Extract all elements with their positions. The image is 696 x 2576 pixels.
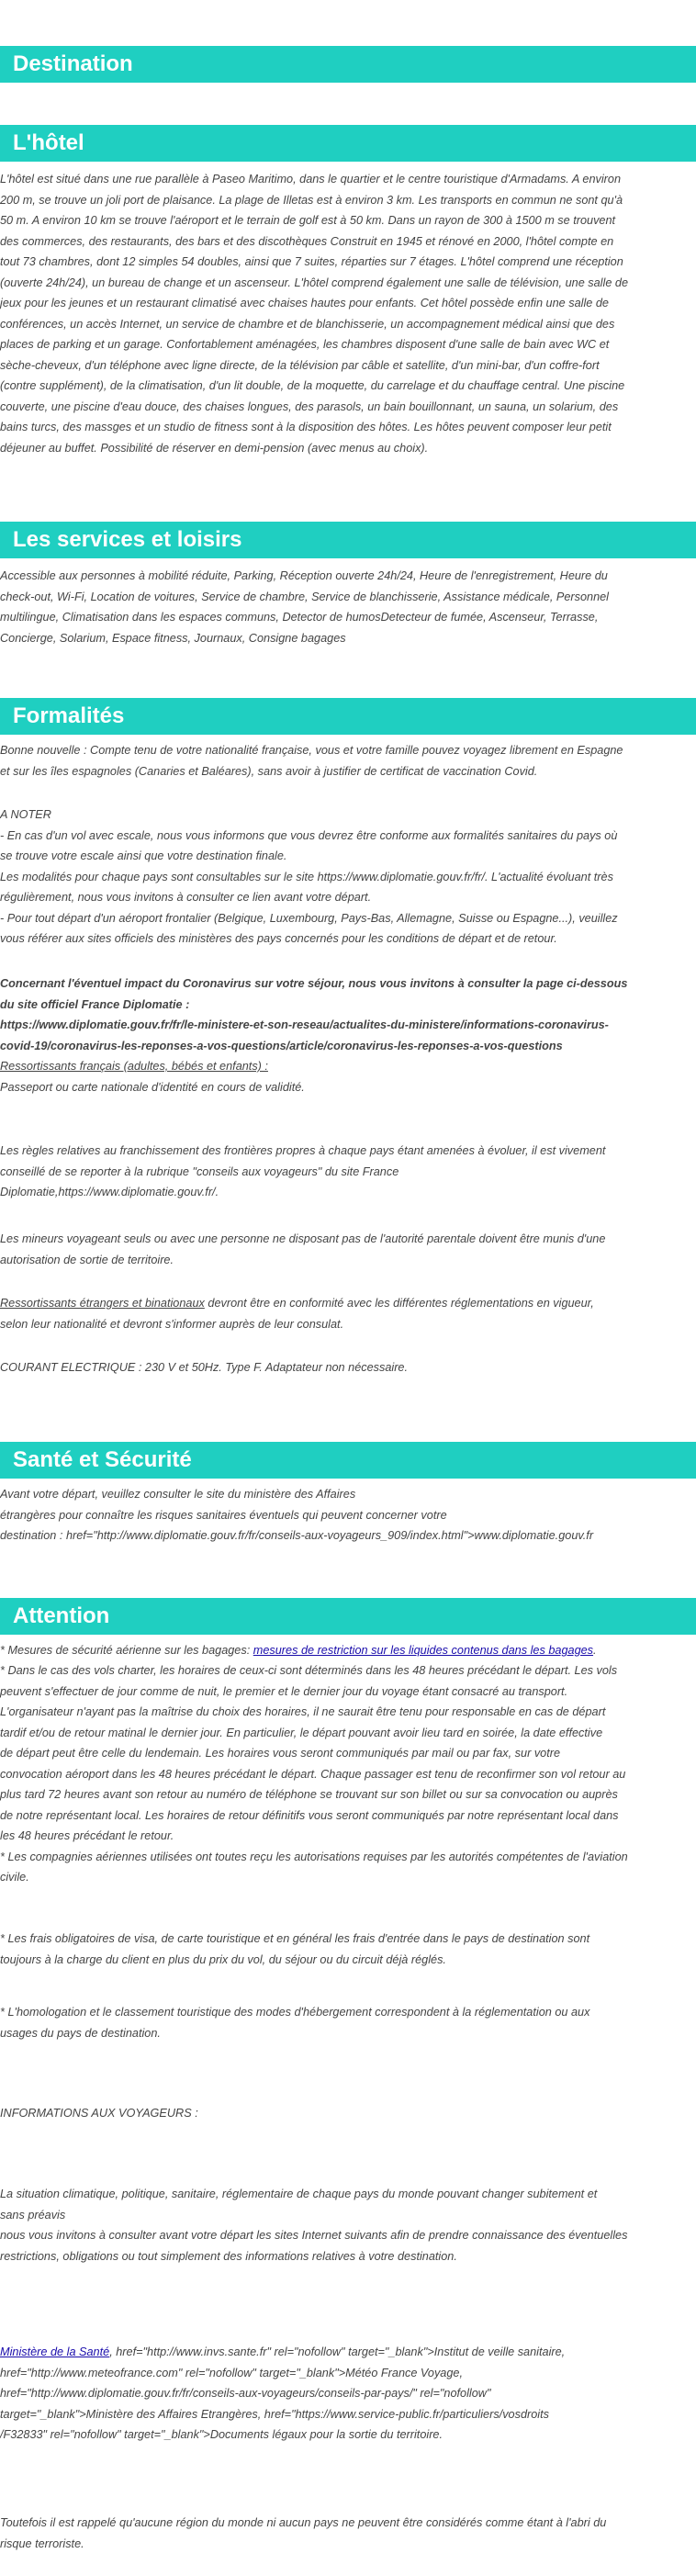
ressortissants-francais: Ressortissants français (adultes, bébés et enfants) : Passeport ou carte nationale d'identité en cours de validité. [0, 1056, 696, 1097]
formalites-intro: Bonne nouvelle : Compte tenu de votre nationalité française, vous et votre famille pouvez voyagez librement en Espagne et sur les îles espagnoles (Canaries et Baléares), sans avoir à justifier de certificat de vaccination Covid. [0, 744, 623, 778]
section-title-hotel: L'hôtel [0, 125, 696, 162]
attention-bagages: * Mesures de sécurité aérienne sur les bagages: mesures de restriction sur les liquides contenus dans les bagages. [0, 1644, 597, 1657]
courant-electrique: COURANT ELECTRIQUE : 230 V et 50Hz. Type F. Adaptateur non nécessaire. [0, 1361, 409, 1374]
mineurs: Les mineurs voyageant seuls ou avec une personne ne disposant pas de l'autorité parentale doivent être munis d'une autorisation de sortie de territoire. [0, 1232, 606, 1266]
section-title-formalites: Formalités [0, 698, 696, 735]
ressortissants-etrangers: Ressortissants étrangers et binationaux devront être en conformité avec les différentes réglementations en vigueur, selon leur nationalité et devront s'informer auprès de leur consulat. [0, 1297, 594, 1331]
hotel-description: L'hôtel est situé dans une rue parallèle à Paseo Maritimo, dans le quartier et le centre touristique d'Armadams. A environ 200 m, se trouve un joli port de plaisance. La plage de Illetas est à environ 3 km. Les transports en commun ne sont qu'à 50 m. A environ 10 km se trouve l'aéroport et le terrain de golf est à 50 km. Dans un rayon de 300 à 1500 m se trouvent des commerces, des restaurants, des bars et des discothèques Construit en 1945 et rénové en 2000, l'hôtel compte en tout 73 chambres, dont 12 simples 54 doubles, ainsi que 7 suites, réparties sur 7 étages. L'hôtel comprend une réception (ouverte 24h/24), un bureau de change et un ascenseur. L'hôtel comprend également une salle de télévision, une salle de jeux pour les jeunes et un restaurant climatisé avec chaises hautes pour enfants. Cet hôtel possède enfin une salle de conférences, un accès Internet, un service de chambre et de blanchisserie, un accompagnement médical ainsi que des places de parking et un garage. Confortablement aménagées, les chambres disposent d'une salle de bain avec WC et sèche-cheveux, d'un téléphone avec ligne directe, de la télévision par câble et satellite, d'un mini-bar, d'un coffre-fort (contre supplément), de la climatisation, d'un lit double, de la moquette, du carrelage et du chauffage central. Une piscine couverte, une piscine d'eau douce, des chaises longues, des parasols, un bain bouillonnant, un sauna, un solarium, des bains turcs, des massges et un studio de fitness sont à la disposition des hôtes. Les hôtes peuvent composer leur petit déjeuner au buffet. Possibilité de réserver en demi-pension (avec menus au choix). [0, 173, 629, 455]
a-noter: A NOTER - En cas d'un vol avec escale, nous vous informons que vous devrez être conforme aux formalités sanitaires du pays où se trouve votre escale ainsi que votre destination finale. Les modalités pour chaque pays sont consultables sur le site https://www.diplomatie.gouv.fr/fr/. L'actualité évoluant très régulièrement, nous vous invitons à consulter ce lien avant votre départ. - Pour tout départ d'un aéroport frontalier (Belgique, Luxembourg, Pays-Bas, Allemagne, Suisse ou Espagne...), veuillez vous référer aux sites officiels des ministères des pays concernés pour les conditions de départ et de retour. [0, 804, 696, 950]
section-title-destination: Destination [0, 46, 696, 83]
infos-voyageurs-title: INFORMATIONS AUX VOYAGEURS : [0, 2107, 198, 2120]
ressortissants-francais-title: Ressortissants français (adultes, bébés et enfants) : [0, 1060, 268, 1073]
sites-utiles: Ministère de la Santé, href="http://www.invs.sante.fr" rel="nofollow" target="_blank">Institut de veille sanitaire, href="http://www.meteofrance.com" rel="nofollow" target="_blank">Météo France Voyage, href="http://www.diplomatie.gouv.fr/fr/conseils-aux-voyageurs/conseils-par-pays/" rel="nofollow" target="_blank">Ministère des Affaires Etrangères, href="https://www.service-public.fr/particuliers/vosdroits /F32833" rel="nofollow" target="_blank">Documents légaux pour la sortie du territoire. [0, 2345, 566, 2441]
attention-homologation: * L'homologation et le classement touristique des modes d'hébergement correspondent à la réglementation ou aux usages du pays de destination. [0, 2006, 590, 2040]
covid-notice: Concernant l'éventuel impact du Coronavirus sur votre séjour, nous vous invitons à consulter la page ci-dessous du site officiel France Diplomatie : https://www.diplomatie.gouv.fr/fr/le-ministere-et-son-reseau/actualites-du-ministere/informations-coronavirus- covid-19/coronavirus-les-reponses-a-vos-questions/article/coronavirus-les-reponses-a-vos-questions [0, 977, 628, 1052]
sante-text: Avant votre départ, veuillez consulter le site du ministère des Affaires étrangères pour connaître les risques sanitaires éventuels qui peuvent concerner votre destination : href="http://www.diplomatie.gouv.fr/fr/conseils-aux-voyageurs_909/index.html">www.diplomatie.gouv.fr [0, 1488, 594, 1542]
services-list: Accessible aux personnes à mobilité réduite, Parking, Réception ouverte 24h/24, Heure de l'enregistrement, Heure du check-out, Wi-Fi, Location de voitures, Service de chambre, Service de blanchisserie, Assistance médicale, Personnel multilingue, Climatisation dans les espaces communs, Detector de humosDetecteur de fumée, Ascenseur, Terrasse, Concierge, Solarium, Espace fitness, Journaux, Consigne bagages [0, 569, 609, 645]
section-title-sante: Santé et Sécurité [0, 1442, 696, 1479]
ministere-sante-link[interactable]: Ministère de la Santé [0, 2345, 110, 2358]
regles-frontieres: Les règles relatives au franchissement des frontières propres à chaque pays étant amenées à évoluer, il est vivement conseillé de se reporter à la rubrique "conseils aux voyageurs" du site France Diplomatie,https://www.diplomatie.gouv.fr/. [0, 1144, 606, 1198]
a-noter-title: A NOTER [0, 808, 51, 821]
situation-text: La situation climatique, politique, sanitaire, réglementaire de chaque pays du monde pouvant changer subitement et sans préavis nous vous invitons à consulter avant votre départ les sites Internet suivants afin de prendre connaissance des éventuelles restrictions, obligations ou tout simplement des informations relatives à votre destination. [0, 2188, 628, 2263]
attention-charter: * Dans le cas des vols charter, les horaires de ceux-ci sont déterminés dans les 48 heures précédant le départ. Les vols peuvent s'effectuer de jour comme de nuit, le premier et le dernier jour du voyage étant consacré au transport. L'organisateur n'ayant pas la maîtrise du choix des horaires, il ne saurait être tenu pour responsable en cas de départ tardif et/ou de retour matinal le dernier jour. En particulier, le départ pouvant avoir lieu tard en soirée, la date effective de départ peut être celle du lendemain. Les horaires vous seront communiqués par mail ou par fax, sur votre convocation aéroport dans les 48 heures précédant le départ. Chaque passager est tenu de reconfirmer son vol retour au plus tard 72 heures avant son retour au numéro de téléphone se trouvant sur son billet ou sur sa convocation ou auprès de notre représentant local. Les horaires de retour définitifs vous seront communiqués par notre représentant local dans les 48 heures précédant le retour. * Les compagnies aériennes utilisées ont toutes reçu les autorisations requises par les autorités compétentes de l'aviation civile. [0, 1664, 628, 1884]
section-title-attention: Attention [0, 1598, 696, 1635]
attention-frais: * Les frais obligatoires de visa, de carte touristique et en général les frais d'entrée dans le pays de destination sont toujours à la charge du client en plus du prix du vol, du séjour ou du circuit déjà réglés. [0, 1932, 590, 1966]
section-title-services: Les services et loisirs [0, 522, 696, 558]
terrorisme-notice: Toutefois il est rappelé qu'aucune région du monde ni aucun pays ne peuvent être considérés comme étant à l'abri du risque terroriste. [0, 2516, 607, 2550]
liquides-restriction-link[interactable]: mesures de restriction sur les liquides contenus dans les bagages [253, 1644, 594, 1657]
